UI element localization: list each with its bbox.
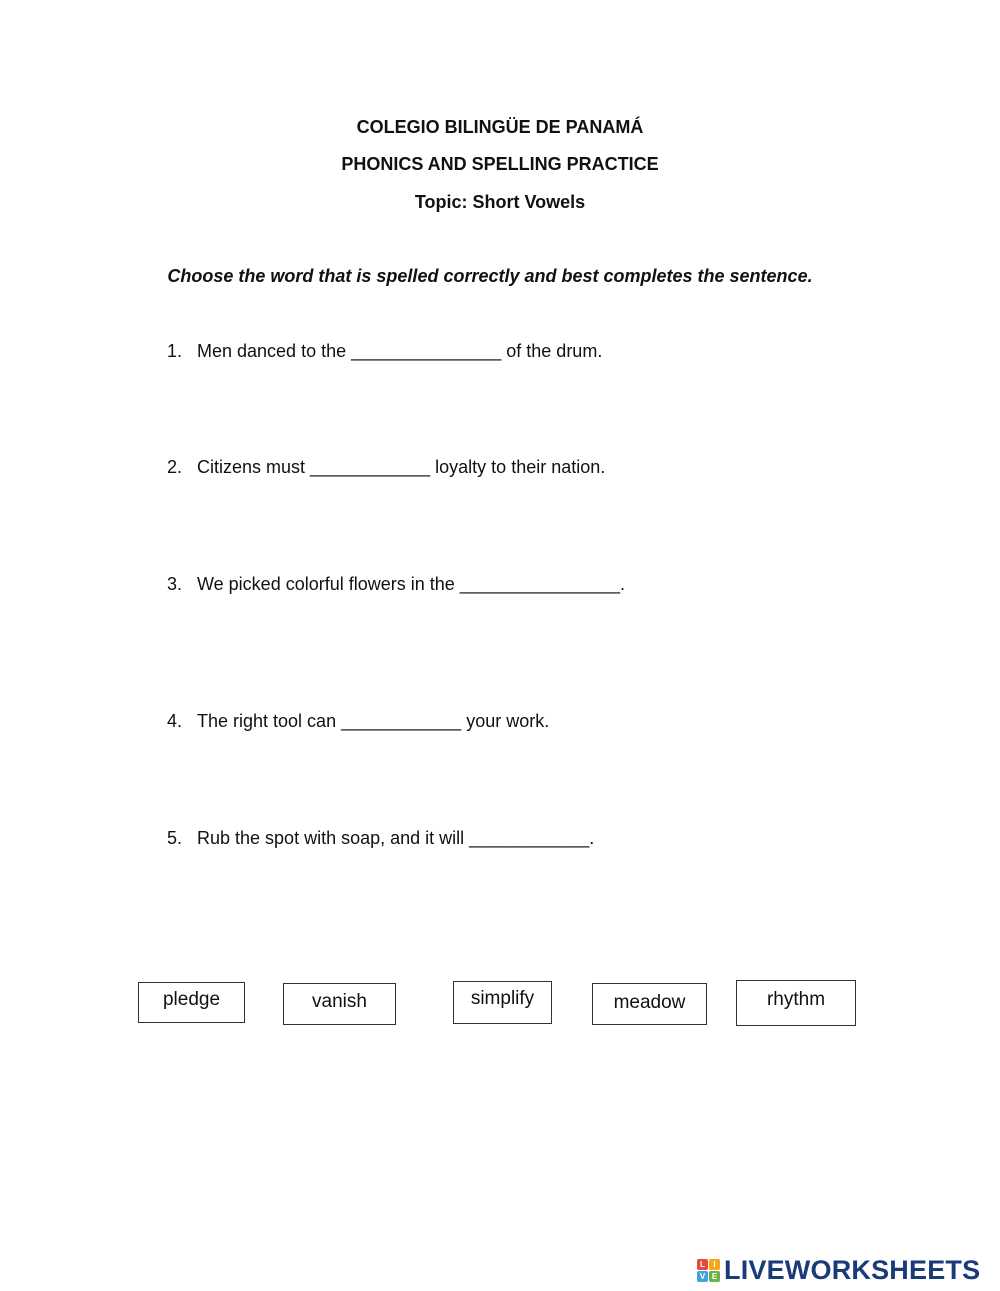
question-text: The right tool can ____________ your work. bbox=[197, 711, 550, 731]
logo-letter-e: E bbox=[709, 1271, 720, 1282]
liveworksheets-logo[interactable] bbox=[697, 1255, 980, 1285]
question-number: 2. bbox=[167, 457, 183, 477]
word-chip-rhythm[interactable]: rhythm bbox=[736, 980, 856, 1026]
logo-text: LIVEWORKSHEETS bbox=[724, 1254, 981, 1285]
word-chip-meadow[interactable]: meadow bbox=[592, 983, 707, 1025]
question-number: 4. bbox=[167, 711, 183, 731]
instructions: Choose the word that is spelled correctly and best completes the sentence. bbox=[167, 266, 813, 286]
question-text: Men danced to the _______________ of the drum. bbox=[197, 341, 603, 361]
question-3 bbox=[167, 574, 625, 595]
word-chip-simplify[interactable]: simplify bbox=[453, 981, 552, 1024]
word-chip-vanish[interactable]: vanish bbox=[283, 983, 396, 1025]
school-name: COLEGIO BILINGÜE DE PANAMÁ bbox=[356, 117, 644, 137]
topic-line: Topic: Short Vowels bbox=[414, 192, 586, 212]
question-4 bbox=[167, 711, 549, 732]
word-chip-pledge[interactable]: pledge bbox=[138, 982, 245, 1023]
logo-letter-v: V bbox=[697, 1271, 708, 1282]
question-1 bbox=[167, 341, 602, 362]
worksheet-title: PHONICS AND SPELLING PRACTICE bbox=[341, 154, 659, 174]
question-text: Rub the spot with soap, and it will ____________. bbox=[197, 828, 595, 848]
question-2 bbox=[167, 457, 605, 478]
question-text: Citizens must ____________ loyalty to their nation. bbox=[197, 457, 606, 477]
question-number: 3. bbox=[167, 574, 183, 594]
question-number: 1. bbox=[167, 341, 183, 361]
logo-icon bbox=[697, 1259, 720, 1282]
logo-letter-l: L bbox=[697, 1259, 708, 1270]
question-text: We picked colorful flowers in the ________________. bbox=[197, 574, 625, 594]
question-number: 5. bbox=[167, 828, 183, 848]
logo-letter-i: I bbox=[709, 1259, 720, 1270]
question-5 bbox=[167, 828, 594, 849]
